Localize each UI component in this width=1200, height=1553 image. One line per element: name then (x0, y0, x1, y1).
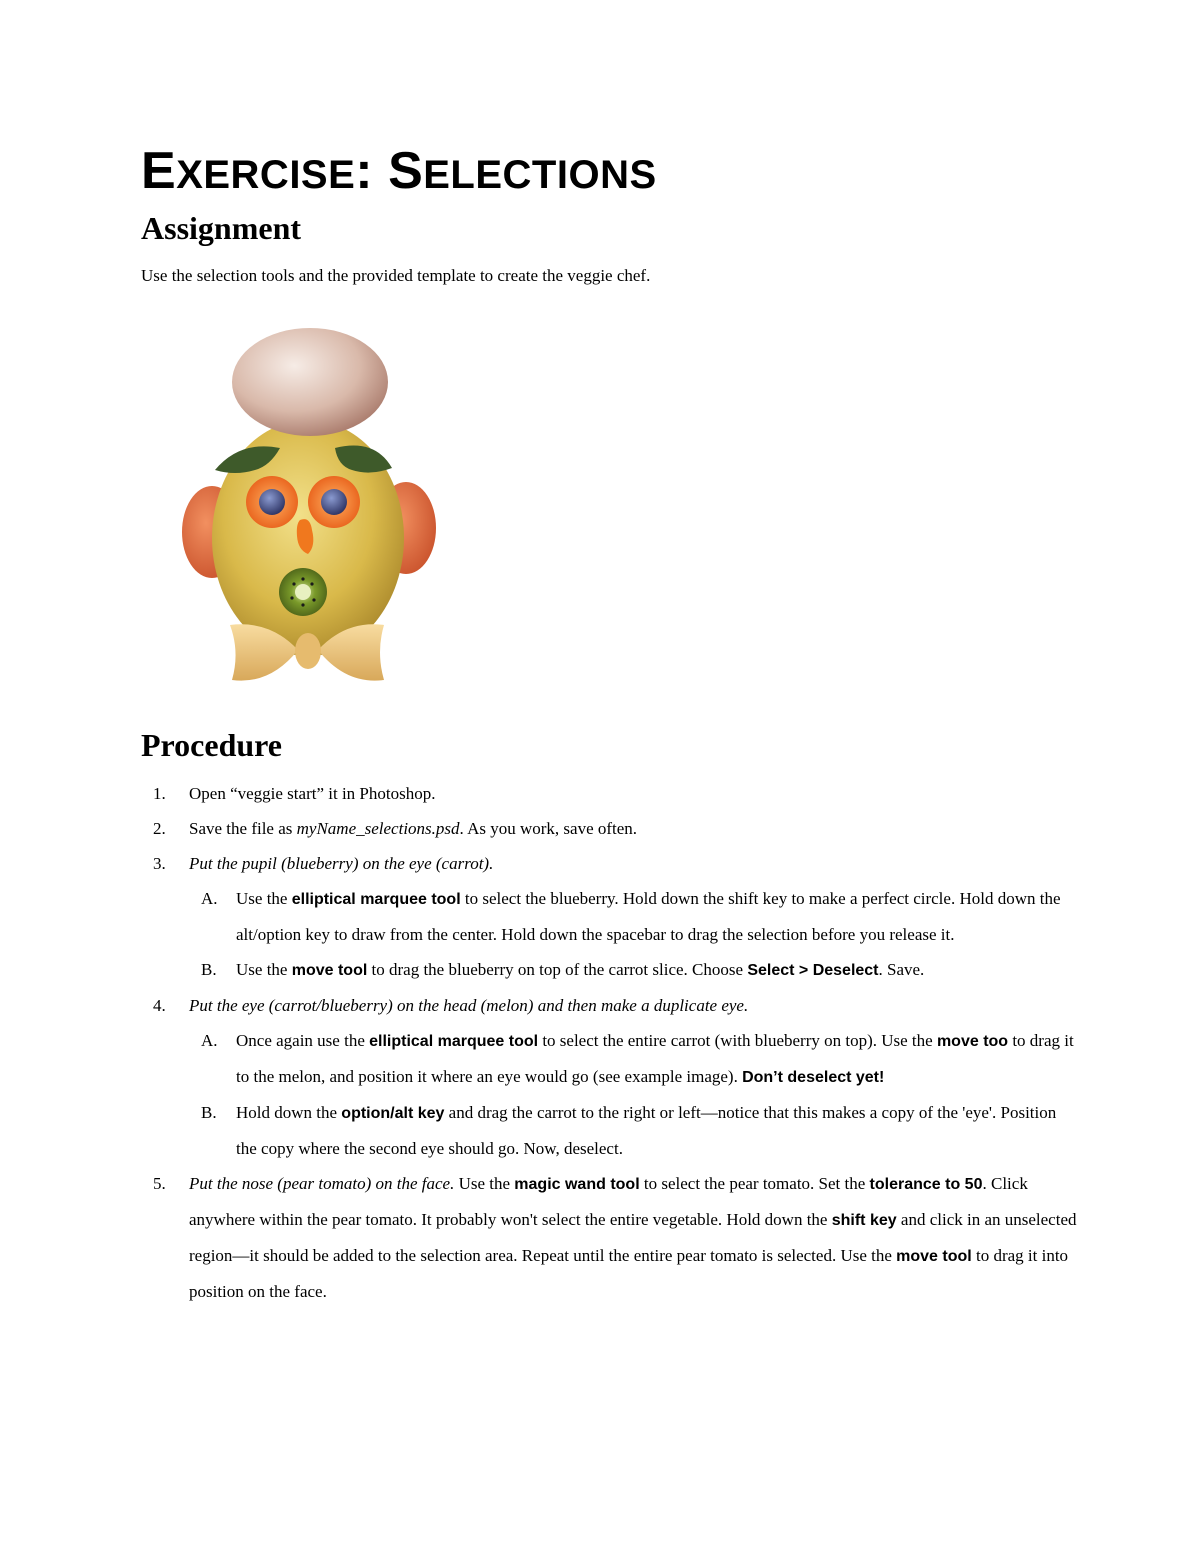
step-title: Put the eye (carrot/blueberry) on the head (melon) and then make a duplicate eye. (189, 996, 749, 1015)
title-initial-s: S (388, 142, 424, 200)
step-text: Open “veggie start” it in Photoshop. (189, 784, 436, 803)
mushroom-cap (232, 328, 388, 436)
substeps (189, 881, 1081, 988)
step-number: 5. (153, 1174, 166, 1193)
title-rest-selections: ELECTIONS (423, 153, 657, 197)
step-number: 4. (153, 996, 166, 1015)
title-colon: : (355, 142, 389, 200)
assignment-intro: Use the selection tools and the provided template to create the veggie chef. (141, 266, 651, 285)
substep-b: B. Hold down the option/alt key and drag the carrot to the right or left—notice that this makes a copy of the 'eye'. Position the copy where the second eye should go. Now, deselect. (201, 1103, 1057, 1158)
step-3 (141, 846, 1081, 988)
substep-a: A. Use the elliptical marquee tool to select the blueberry. Hold down the shift key to make a perfect circle. Hold down the alt/option key to draw from the center. Hold down the spacebar to drag the selection before you release it. (201, 889, 1061, 944)
substep-b: B. Use the move tool to drag the blueberry on top of the carrot slice. Choose Select > Deselect. Save. (201, 960, 925, 979)
step-title: Put the pupil (blueberry) on the eye (carrot). (189, 854, 494, 873)
step-number: 3. (153, 854, 166, 873)
title-rest-exercise: XERCISE (176, 153, 356, 197)
page-title (141, 141, 657, 201)
step-1 (141, 776, 1081, 811)
step-4 (141, 988, 1081, 1166)
left-eye-pupil (259, 489, 285, 515)
procedure-heading: Procedure (141, 727, 282, 763)
step-title: Put the nose (pear tomato) on the face. (189, 1174, 455, 1193)
substeps (189, 1023, 1081, 1166)
veggie-chef-image (160, 320, 450, 692)
procedure-list (141, 776, 1081, 1309)
step-2: 2. Save the file as myName_selections.psd. As you work, save often. (141, 811, 1081, 846)
step-number: 1. (153, 784, 166, 803)
file-name: myName_selections.psd (296, 819, 460, 838)
assignment-heading: Assignment (141, 210, 302, 246)
right-eye-pupil (321, 489, 347, 515)
substep-a: A. Once again use the elliptical marquee tool to select the entire carrot (with blueberry on top). Use the move too to drag it to the melon, and position it where an eye would go (see example image). Don’t deselect yet! (201, 1031, 1074, 1086)
step-number: 2. (153, 819, 166, 838)
title-initial-e: E (141, 142, 177, 200)
step-5: 5. Put the nose (pear tomato) on the face. Use the magic wand tool to select the pear tomato. Set the tolerance to 50. Click anywhere within the pear tomato. It probably won't select the entire vegetable. Hold down the shift key and click in an unselected region—it should be added to the selection area. Repeat until the entire pear tomato is selected. Use the move tool to drag it into position on the face. (141, 1166, 1081, 1309)
